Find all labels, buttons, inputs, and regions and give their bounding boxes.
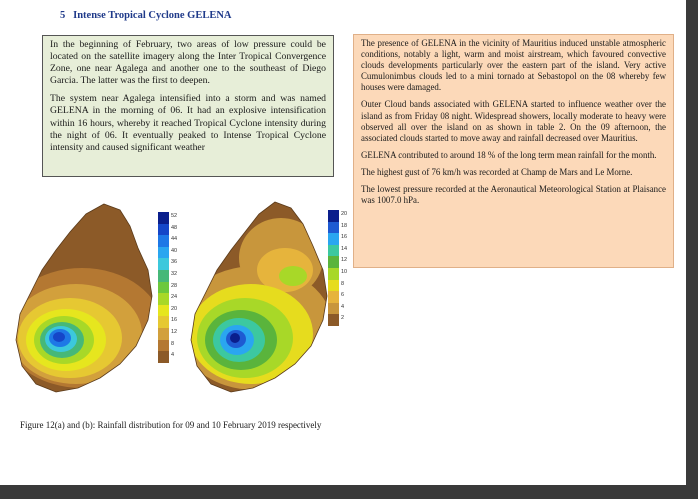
legend-label: 24 <box>171 294 178 301</box>
impact-paragraph-3: GELENA contributed to around 18 % of the long term mean rainfall for the month. <box>361 149 657 160</box>
summary-box <box>42 35 334 177</box>
legend-swatch <box>158 235 169 247</box>
legend-b <box>328 210 348 326</box>
legend-label: 52 <box>171 213 178 219</box>
section-heading <box>60 10 232 21</box>
legend-label: 20 <box>341 211 348 217</box>
impact-box <box>353 34 674 268</box>
legend-label: 16 <box>341 234 348 241</box>
legend-label: 6 <box>341 292 345 299</box>
legend-swatch <box>158 282 169 294</box>
legend-swatch <box>328 280 339 292</box>
figure-caption: Figure 12(a) and (b): Rainfall distribution for 09 and 10 February 2019 respectively <box>20 420 322 430</box>
legend-swatch <box>328 314 339 326</box>
frame-right-edge <box>686 0 698 499</box>
legend-label: 16 <box>171 317 178 324</box>
legend-swatch <box>328 256 339 268</box>
section-title: Intense Tropical Cyclone GELENA <box>73 10 232 21</box>
legend-swatch <box>158 340 169 352</box>
legend-label: 12 <box>341 257 348 264</box>
frame-bottom-edge <box>0 485 698 499</box>
legend-label: 2 <box>341 315 345 322</box>
summary-paragraph-2: The system near Agalega intensified into a storm and was named GELENA in the morning of 06. It had an explosive intensification within 16 hours, whereby it reached Tropical Cyclone intensity during the night of 06. It eventually peaked to Intense Tropical Cyclone intensity and caused significant weather <box>50 93 326 153</box>
section-number: 5 <box>60 10 66 21</box>
legend-swatch <box>328 291 339 303</box>
legend-a <box>158 212 178 363</box>
legend-label: 8 <box>171 340 175 347</box>
summary-paragraph-1: In the beginning of February, two areas of low pressure could be located on the satellite imagery along the Inter Tropical Convergence Zone, one near Agalega and another one to the southeast of Diego Garcia. The latter was the first to deepen. <box>50 39 326 87</box>
impact-paragraph-2: Outer Cloud bands associated with GELENA started to influence weather over the island as from Friday 08 night. Widespread showers, locally moderate to heavy were observed all over the island on as shown in table 2. On the 09 afternoon, the associated clouds started to move away and rainfall decreased over Mauritius. <box>361 99 666 143</box>
legend-label: 18 <box>341 222 348 229</box>
legend-swatch <box>158 328 169 340</box>
legend-label: 12 <box>171 329 178 335</box>
legend-label: 4 <box>171 352 175 359</box>
legend-swatch <box>158 316 169 328</box>
legend-swatch <box>158 247 169 259</box>
legend-label: 8 <box>341 280 345 287</box>
legend-label: 32 <box>171 271 178 277</box>
legend-swatch <box>158 258 169 270</box>
legend-swatch <box>158 212 169 224</box>
legend-label: 48 <box>171 224 178 231</box>
legend-swatch <box>328 210 339 222</box>
rainfall-map-b <box>185 198 335 394</box>
impact-paragraph-4: The highest gust of 76 km/h was recorded at Champ de Mars and Le Morne. <box>361 166 633 177</box>
legend-swatch <box>158 270 169 282</box>
legend-swatch <box>158 293 169 305</box>
legend-label: 44 <box>171 236 178 243</box>
legend-label: 4 <box>341 303 345 310</box>
legend-label: 28 <box>171 282 178 289</box>
legend-label: 36 <box>171 259 178 266</box>
impact-paragraph-1: The presence of GELENA in the vicinity of Mauritius induced unstable atmospheric conditions, notably a light, warm and moist airstream, which favoured convective clouds developments particularly over the eastern part of the island. Very active Cumulonimbus clouds led to a mini tornado at Sebastopol on the 08 whereby few houses were damaged. <box>361 38 666 93</box>
rainfall-map-a <box>12 200 162 396</box>
legend-label: 20 <box>171 305 178 312</box>
legend-swatch <box>328 245 339 257</box>
legend-label: 10 <box>341 269 348 275</box>
legend-swatch <box>328 303 339 315</box>
legend-label: 14 <box>341 245 348 252</box>
legend-swatch <box>158 351 169 363</box>
legend-swatch <box>328 268 339 280</box>
legend-label: 40 <box>171 247 178 254</box>
legend-swatch <box>158 224 169 236</box>
legend-swatch <box>328 233 339 245</box>
legend-swatch <box>158 305 169 317</box>
impact-paragraph-5: The lowest pressure recorded at the Aeronautical Meteorological Station at Plaisance was 1007.0 hPa. <box>361 184 666 206</box>
legend-swatch <box>328 222 339 234</box>
